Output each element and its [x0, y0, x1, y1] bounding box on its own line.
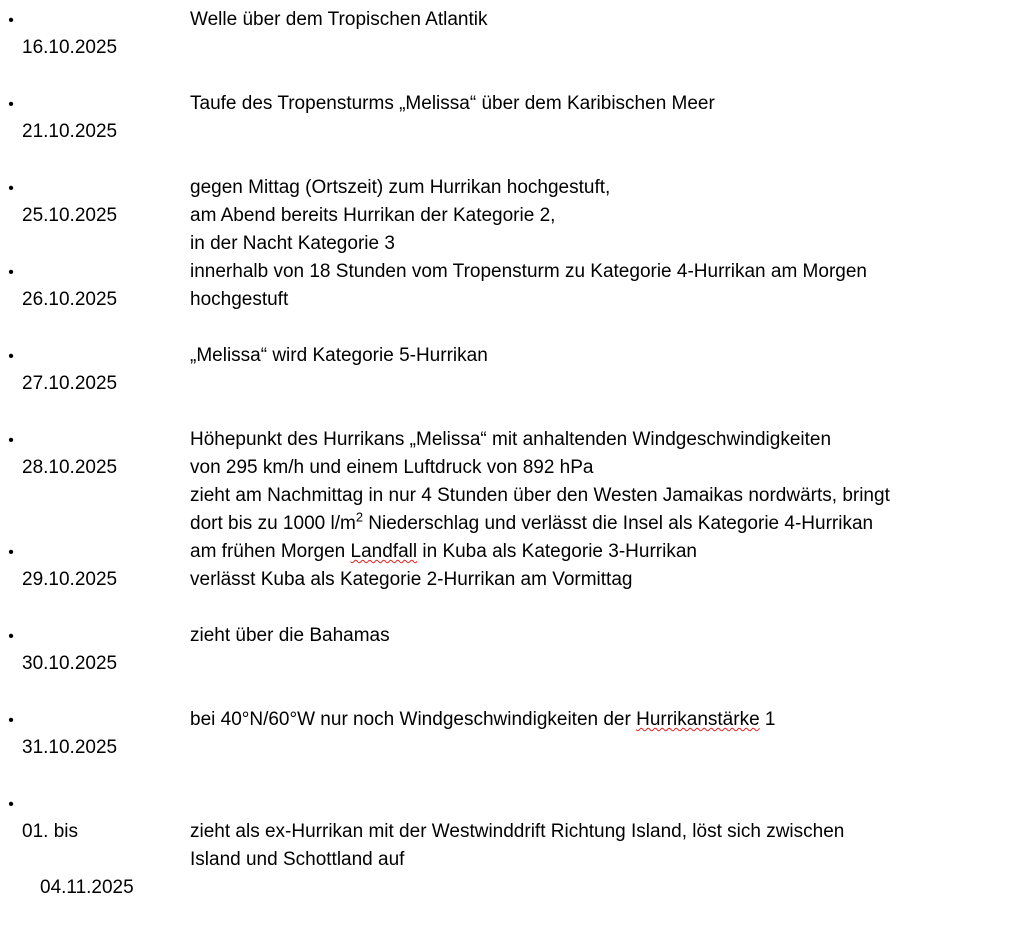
- entry-date: [22, 342, 190, 426]
- bullet-glyph: •: [8, 264, 14, 281]
- entry-text: [190, 90, 1024, 118]
- list-bullet: [0, 538, 22, 567]
- entry-date: [22, 538, 190, 622]
- text-line: zieht am Nachmittag in nur 4 Stunden über den Westen Jamaikas nordwärts, bringt: [190, 485, 890, 506]
- date-line: 29.10.2025: [22, 569, 118, 590]
- text-line: „Melissa“ wird Kategorie 5-Hurrikan: [190, 345, 488, 366]
- list-item: [0, 90, 1024, 174]
- date-line: 31.10.2025: [22, 737, 118, 758]
- list-item: [0, 426, 1024, 538]
- spellcheck-word: Landfall: [350, 541, 418, 562]
- date-line: 04.11.2025: [40, 877, 134, 898]
- bullet-glyph: •: [8, 796, 14, 813]
- list-bullet: [0, 790, 22, 819]
- list-item: [0, 174, 1024, 258]
- date-line: 28.10.2025: [22, 457, 118, 478]
- list-bullet: [0, 174, 22, 203]
- bullet-glyph: •: [8, 180, 14, 197]
- list-bullet: [0, 706, 22, 735]
- bullet-glyph: •: [8, 96, 14, 113]
- entry-text: [190, 538, 1024, 594]
- entry-text: [190, 622, 1024, 650]
- list-item: [0, 258, 1024, 342]
- bullet-glyph: •: [8, 544, 14, 561]
- date-line: 21.10.2025: [22, 121, 118, 142]
- date-line: 25.10.2025: [22, 205, 118, 226]
- date-line: 01. bis: [22, 821, 78, 842]
- date-line: 26.10.2025: [22, 289, 118, 310]
- entry-date: [22, 790, 190, 930]
- list-item: [0, 622, 1024, 706]
- bullet-glyph: •: [8, 712, 14, 729]
- entry-text: [190, 426, 1024, 538]
- entry-text: [190, 258, 1024, 314]
- text-line-spacer: [190, 790, 1024, 818]
- text-line: zieht als ex-Hurrikan mit der Westwinddrift Richtung Island, löst sich zwischen: [190, 821, 845, 842]
- entry-text: [190, 706, 1024, 734]
- text-line: hochgestuft: [190, 289, 289, 310]
- text-line-spellchecked: [190, 538, 1024, 566]
- bullet-glyph: •: [8, 432, 14, 449]
- entry-date: [22, 6, 190, 90]
- date-line: 30.10.2025: [22, 653, 118, 674]
- entry-date: [22, 426, 190, 510]
- list-bullet: [0, 6, 22, 35]
- entry-text: [190, 174, 1024, 258]
- text-line: von 295 km/h und einem Luftdruck von 892 hPa: [190, 457, 594, 478]
- entry-date: [22, 706, 190, 790]
- entry-date: [22, 90, 190, 174]
- text-fragment: dort bis zu 1000 $l/m^2$ Niederschlag und verlässt die Insel als Kategorie 4-Hurrikan: [190, 509, 874, 534]
- text-line: in der Nacht Kategorie 3: [190, 233, 395, 254]
- date-line: 27.10.2025: [22, 373, 118, 394]
- list-bullet: [0, 426, 22, 455]
- date-line: 16.10.2025: [22, 37, 118, 58]
- text-line: zieht über die Bahamas: [190, 625, 390, 646]
- text-line: am Abend bereits Hurrikan der Kategorie 2,: [190, 205, 556, 226]
- text-line: gegen Mittag (Ortszeit) zum Hurrikan hochgestuft,: [190, 177, 611, 198]
- text-line: Island und Schottland auf: [190, 849, 405, 870]
- list-item: [0, 790, 1024, 930]
- list-bullet: [0, 342, 22, 371]
- text-line: Höhepunkt des Hurrikans „Melissa“ mit anhaltenden Windgeschwindigkeiten: [190, 429, 832, 450]
- text-line-with-superscript: [190, 510, 1024, 538]
- bullet-glyph: •: [8, 348, 14, 365]
- list-item: [0, 706, 1024, 790]
- list-bullet: [0, 258, 22, 287]
- list-item: [0, 538, 1024, 622]
- entry-date: [22, 622, 190, 706]
- text-line: Welle über dem Tropischen Atlantik: [190, 9, 488, 30]
- text-line: innerhalb von 18 Stunden vom Tropensturm zu Kategorie 4-Hurrikan am Morgen: [190, 261, 867, 282]
- bullet-glyph: •: [8, 12, 14, 29]
- list-item: [0, 6, 1024, 90]
- list-item: [0, 342, 1024, 426]
- list-bullet: [0, 90, 22, 119]
- text-fragment: am frühen Morgen Landfall in Kuba als Kategorie 3-Hurrikan: [190, 541, 697, 562]
- text-line: verlässt Kuba als Kategorie 2-Hurrikan am Vormittag: [190, 569, 633, 590]
- entry-text: [190, 342, 1024, 370]
- spellcheck-word: Hurrikanstärke: [636, 709, 760, 730]
- text-line-spellchecked: [190, 706, 1024, 734]
- text-line: Taufe des Tropensturms „Melissa“ über dem Karibischen Meer: [190, 93, 715, 114]
- text-fragment: bei 40°N/60°W nur noch Windgeschwindigkeiten der Hurrikanstärke 1: [190, 709, 776, 730]
- entry-text: [190, 790, 1024, 874]
- entry-date: [22, 174, 190, 258]
- entry-text: [190, 6, 1024, 34]
- bullet-glyph: •: [8, 628, 14, 645]
- entry-date: [22, 258, 190, 342]
- list-bullet: [0, 622, 22, 651]
